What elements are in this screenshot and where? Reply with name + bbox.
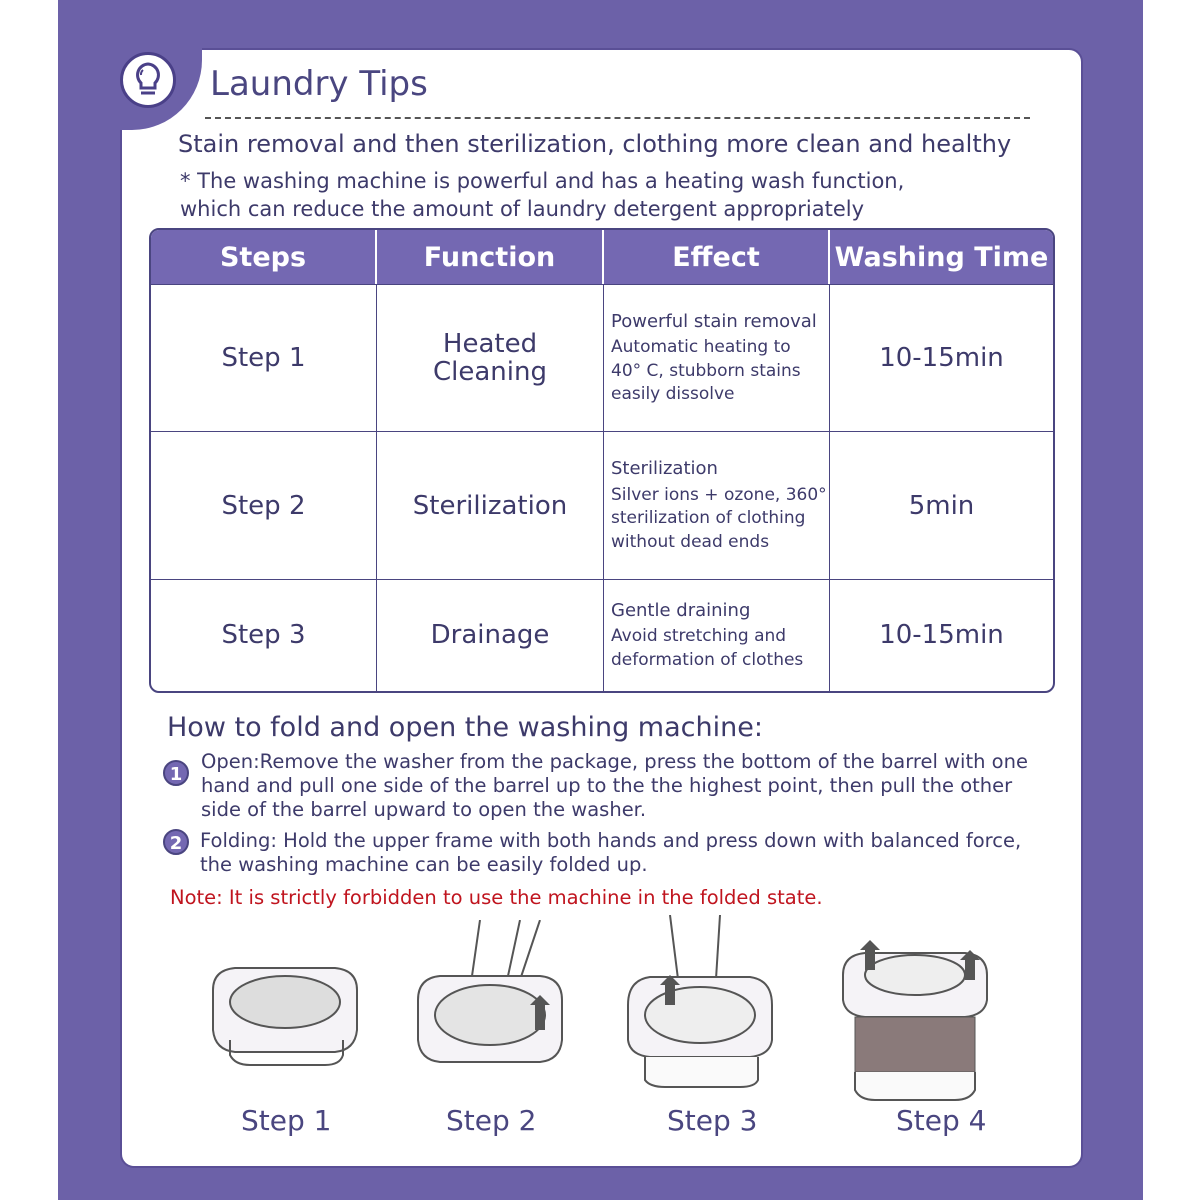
table-row [151, 579, 1053, 691]
function-cell [377, 579, 604, 691]
time-cell: 5min [830, 431, 1053, 578]
step-label-4: Step 4 [896, 1104, 987, 1137]
effect-line: sterilization of clothing [611, 508, 806, 529]
text-line: Open:Remove the washer from the package, press the bottom of the barrel with one [201, 750, 1028, 773]
warning-note: Note: It is strictly forbidden to use the machine in the folded state. [170, 886, 823, 909]
text-line: side of the barrel upward to open the washer. [201, 798, 647, 821]
function-cell [377, 284, 604, 431]
effect-title: Sterilization [611, 458, 718, 480]
number-badge-2: 2 [163, 829, 189, 855]
effect-line: easily dissolve [611, 384, 735, 405]
fold-instruction-folding [200, 829, 1021, 877]
function-line: Heated [442, 329, 538, 360]
subtitle: Stain removal and then sterilization, clothing more clean and healthy [178, 130, 1012, 158]
number-badge-1: 1 [163, 760, 189, 786]
column-header: Effect [604, 230, 830, 284]
function-line: Sterilization [412, 490, 568, 521]
divider [205, 117, 1030, 119]
step-cell: Step 1 [151, 284, 377, 431]
washer-folded-illustration [205, 960, 365, 1070]
washer-hands-press-illustration [410, 920, 570, 1080]
text-line: the washing machine can be easily folded up. [200, 853, 648, 876]
washer-open-illustration [835, 935, 995, 1105]
step-label-2: Step 2 [446, 1104, 537, 1137]
washing-steps-table [149, 228, 1055, 693]
note-line: which can reduce the amount of laundry detergent appropriately [180, 197, 865, 221]
step-cell: Step 3 [151, 579, 377, 691]
table-row [151, 431, 1053, 578]
step-label-3: Step 3 [667, 1104, 758, 1137]
effect-cell [604, 431, 830, 578]
note-line: * The washing machine is powerful and has a heating wash function, [180, 169, 905, 193]
step-cell: Step 2 [151, 431, 377, 578]
effect-line: Avoid stretching and [611, 626, 787, 647]
effect-line: Silver ions + ozone, 360° [611, 484, 827, 505]
washer-pull-up-illustration [620, 915, 780, 1090]
table-row [151, 284, 1053, 431]
effect-title: Powerful stain removal [611, 310, 817, 332]
function-cell [377, 431, 604, 578]
lightbulb-icon [120, 52, 176, 108]
fold-title: How to fold and open the washing machine: [167, 712, 763, 743]
effect-cell [604, 284, 830, 431]
column-header: Washing Time [830, 230, 1053, 284]
column-header: Function [377, 230, 604, 284]
page-title: Laundry Tips [210, 64, 428, 104]
column-header: Steps [151, 230, 377, 284]
function-line: Cleaning [433, 357, 547, 388]
fold-instruction-open [201, 750, 1028, 822]
step-label-1: Step 1 [241, 1104, 332, 1137]
effect-title: Gentle draining [611, 599, 751, 621]
effect-line: Automatic heating to [611, 337, 791, 358]
text-line: hand and pull one side of the barrel up to the the highest point, then pull the other [201, 774, 1013, 797]
note-text [180, 167, 904, 223]
effect-line: 40° C, stubborn stains [611, 360, 801, 381]
text-line: Folding: Hold the upper frame with both hands and press down with balanced force, [200, 829, 1022, 852]
function-line: Drainage [430, 620, 550, 651]
effect-line: deformation of clothes [611, 649, 804, 670]
effect-cell [604, 579, 830, 691]
time-cell: 10-15min [830, 284, 1053, 431]
effect-line: without dead ends [611, 531, 770, 552]
time-cell: 10-15min [830, 579, 1053, 691]
